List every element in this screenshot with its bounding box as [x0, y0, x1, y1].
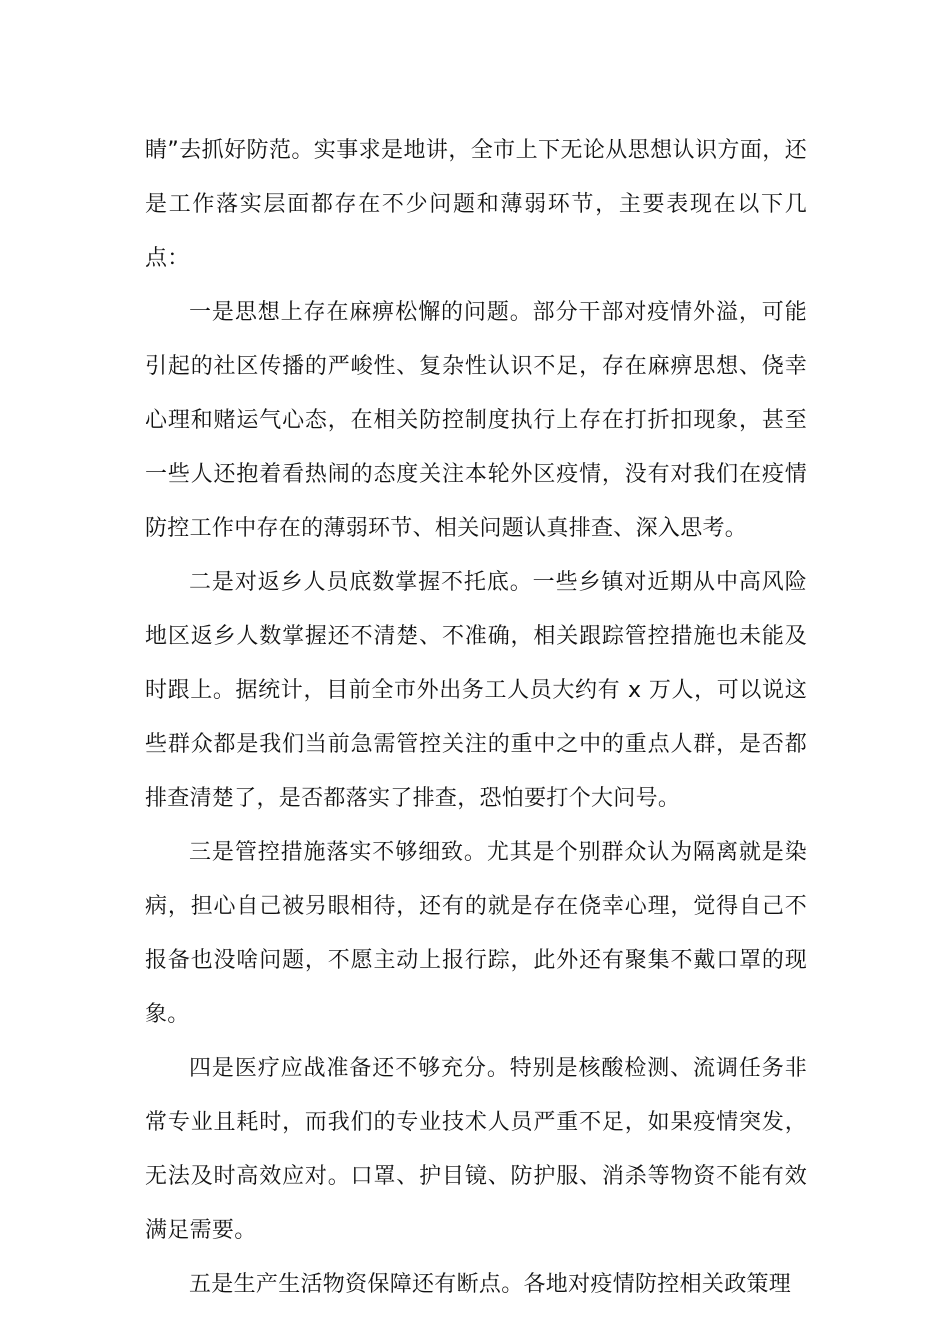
document-body: [145, 124, 807, 1312]
paragraph-point-five: 五是生产生活物资保障还有断点。各地对疫情防控相关政策理: [189, 1272, 792, 1297]
paragraph-point-one: 一是思想上存在麻痹松懈的问题。部分干部对疫情外溢，可能引起的社区传播的严峻性、复杂性认识不足，存在麻痹思想、侥幸心理和赌运气心态，在相关防控制度执行上存在打折扣现象，甚至一些人还抱着看热闹的态度关注本轮外区疫情，没有对我们在疫情防控工作中存在的薄弱环节、相关问题认真排查、深入思考。: [145, 300, 807, 541]
paragraph-point-two: 二是对返乡人员底数掌握不托底。一些乡镇对近期从中高风险地区返乡人数掌握还不清楚、不准确，相关跟踪管控措施也未能及时跟上。据统计，目前全市外出务工人员大约有 x 万人，可以说这些群众都是我们当前急需管控关注的重中之中的重点人群，是否都排查清楚了，是否都落实了排查，恐怕要打个大问号。: [145, 570, 807, 811]
paragraph-point-three: 三是管控措施落实不够细致。尤其是个别群众认为隔离就是染病，担心自己被另眼相待，还有的就是存在侥幸心理，觉得自己不报备也没啥问题，不愿主动上报行踪，此外还有聚集不戴口罩的现象。: [145, 840, 807, 1027]
paragraph-continuation: 睛”去抓好防范。实事求是地讲，全市上下无论从思想认识方面，还是工作落实层面都存在不少问题和薄弱环节，主要表现在以下几点：: [145, 138, 807, 271]
paragraph-point-four: 四是医疗应战准备还不够充分。特别是核酸检测、流调任务非常专业且耗时，而我们的专业技术人员严重不足，如果疫情突发，无法及时高效应对。口罩、护目镜、防护服、消杀等物资不能有效满足需要。: [145, 1056, 807, 1243]
